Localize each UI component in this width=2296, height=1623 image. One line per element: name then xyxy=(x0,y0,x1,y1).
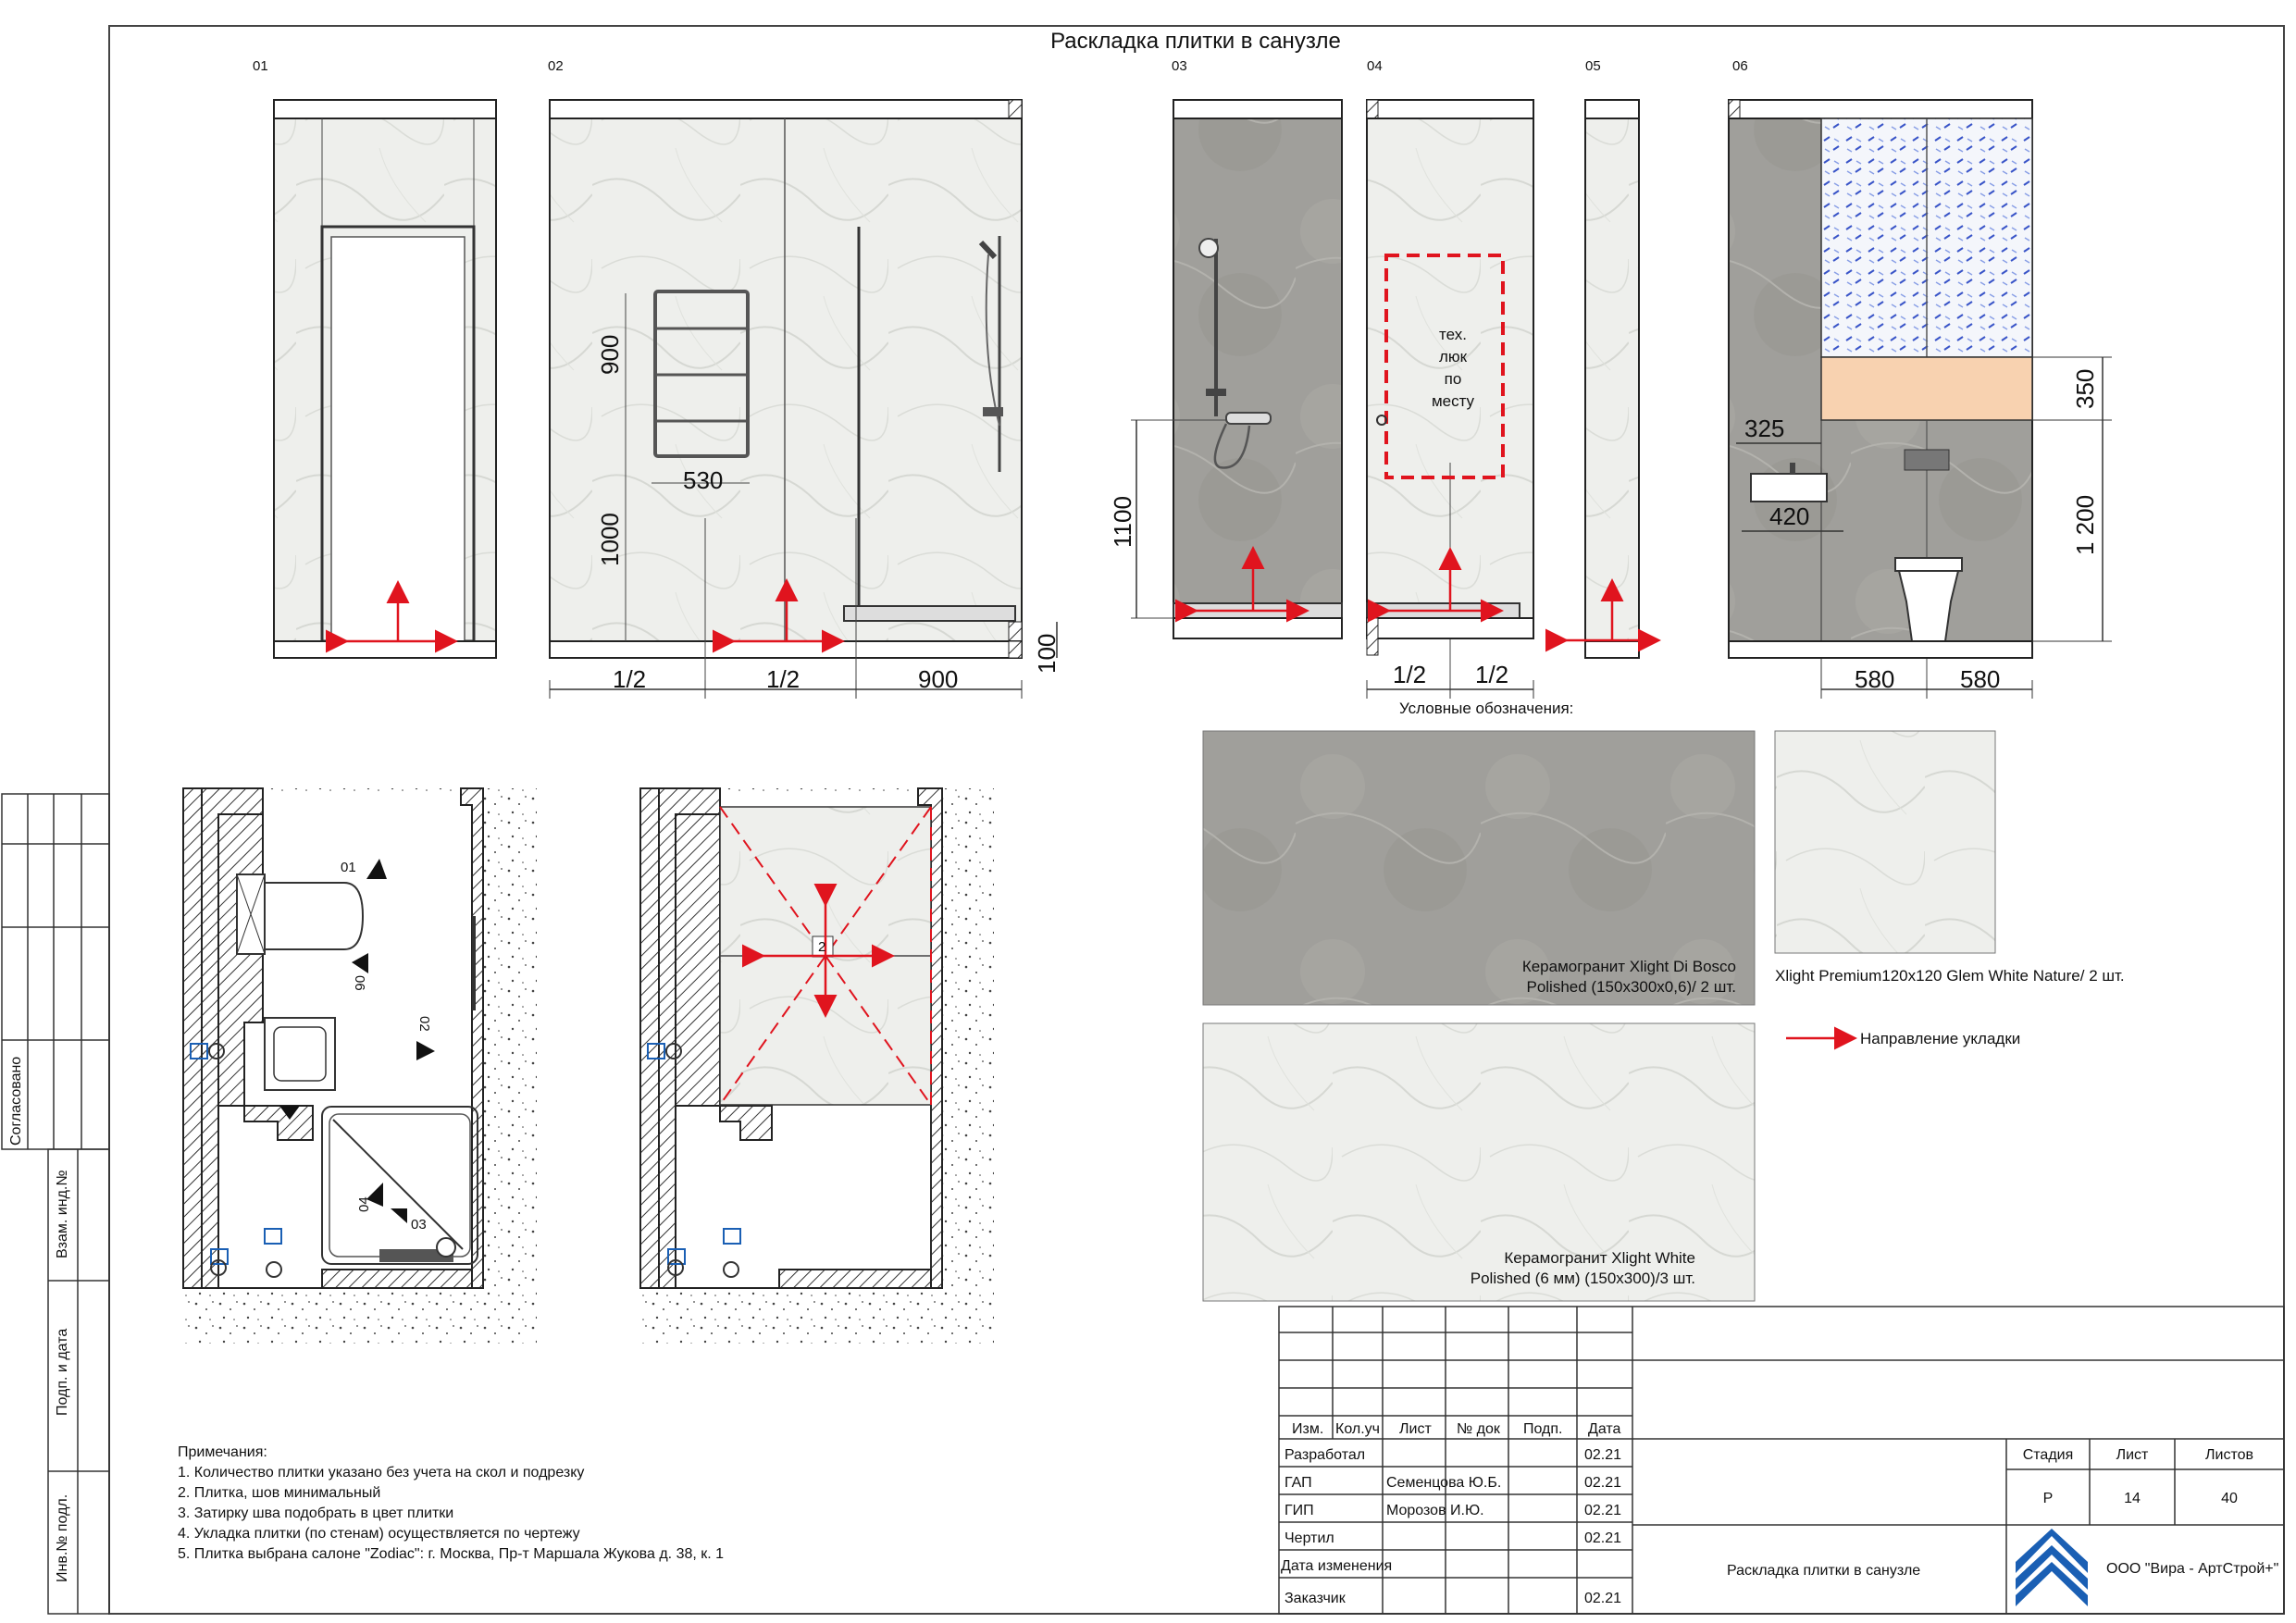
view-label-03: 03 xyxy=(1172,58,1187,74)
stamp-agreed: Согласовано xyxy=(8,1056,24,1146)
view-label-04: 04 xyxy=(1367,58,1383,74)
dim-v04-half-1: 1/2 xyxy=(1393,661,1427,688)
svg-text:Заказчик: Заказчик xyxy=(1285,1591,1346,1606)
svg-text:ГАП: ГАП xyxy=(1285,1475,1312,1491)
dim-v03-1100: 1100 xyxy=(1109,496,1136,548)
svg-text:тех.: тех. xyxy=(1439,326,1467,343)
dim-v06-580-2: 580 xyxy=(1960,665,2001,693)
floor-plan-1 xyxy=(183,788,537,1344)
dim-v02-half-1: 1/2 xyxy=(613,665,647,693)
plan-marker-02: 02 xyxy=(416,1016,432,1032)
svg-text:02.21: 02.21 xyxy=(1584,1591,1622,1606)
svg-text:1. Количество плитки указано: 1. Количество плитки указано без учета на скол и подрезку xyxy=(178,1465,585,1481)
plan-marker-06: 06 xyxy=(352,975,367,991)
legend-tile3-line2: Polished (6 мм) (150x300)/3 шт. xyxy=(1470,1270,1695,1287)
tb-sheet-label: Лист xyxy=(2116,1447,2149,1463)
stamp-replace: Взам. инд.№ xyxy=(55,1170,70,1258)
elevation-06 xyxy=(1729,100,2112,689)
tb-sheet: 14 xyxy=(2124,1491,2141,1506)
dim-v02-530: 530 xyxy=(683,466,724,494)
plan-marker-03: 03 xyxy=(411,1217,427,1233)
tb-stage-label: Стадия xyxy=(2022,1447,2074,1463)
svg-text:Разработал: Разработал xyxy=(1285,1447,1366,1463)
svg-text:2. Плитка, шов минимальный: 2. Плитка, шов минимальный xyxy=(178,1485,381,1501)
dim-v02-900-bottom: 900 xyxy=(918,665,959,693)
view-label-06: 06 xyxy=(1732,58,1748,74)
dim-v04-half-2: 1/2 xyxy=(1475,661,1509,688)
tb-h-sign: Подп. xyxy=(1523,1421,1563,1437)
legend-tile1-line2: Polished (150x300x0,6)/ 2 шт. xyxy=(1526,978,1736,996)
drawing-title: Раскладка плитки в санузле xyxy=(1050,29,1341,54)
elevation-03 xyxy=(1131,100,1342,638)
plan-marker-center: 2 xyxy=(818,939,826,955)
view-label-05: 05 xyxy=(1585,58,1601,74)
view-label-01: 01 xyxy=(253,58,268,74)
svg-text:02.21: 02.21 xyxy=(1584,1503,1622,1518)
dim-v02-100: 100 xyxy=(1033,633,1061,674)
legend-direction: Направление укладки xyxy=(1860,1030,2021,1047)
title-block-rows xyxy=(1281,1447,1621,1606)
tb-h-date: Дата xyxy=(1588,1421,1621,1437)
elevation-05 xyxy=(1564,100,1657,658)
stamp-inv: Инв.№ подл. xyxy=(55,1493,70,1582)
tb-sheets: 40 xyxy=(2221,1491,2238,1506)
tb-stage: Р xyxy=(2042,1491,2054,1506)
svg-text:Морозов И.Ю.: Морозов И.Ю. xyxy=(1386,1503,1484,1518)
dim-v02-half-2: 1/2 xyxy=(766,665,800,693)
legend-swatch-premium xyxy=(1775,731,1995,953)
svg-text:Примечания:: Примечания: xyxy=(178,1444,267,1460)
tb-h-doc: № док xyxy=(1457,1421,1500,1437)
svg-text:месту: месту xyxy=(1431,392,1475,410)
dim-v02-1000: 1000 xyxy=(596,513,624,566)
tb-h-izm: Изм. xyxy=(1292,1421,1324,1437)
tb-h-kol: Кол.уч xyxy=(1335,1421,1380,1437)
svg-text:Семенцова Ю.Б.: Семенцова Ю.Б. xyxy=(1386,1475,1502,1491)
svg-text:Чертил: Чертил xyxy=(1285,1530,1334,1546)
elevation-01 xyxy=(274,100,496,658)
svg-text:Дата изменения: Дата изменения xyxy=(1281,1558,1393,1574)
legend-tile3-line1: Керамогранит Xlight White xyxy=(1504,1249,1695,1267)
svg-text:02.21: 02.21 xyxy=(1584,1447,1622,1463)
tb-drawing-name: Раскладка плитки в санузле xyxy=(1727,1563,1921,1579)
svg-text:02.21: 02.21 xyxy=(1584,1475,1622,1491)
stamp-sign-date: Подп. и дата xyxy=(55,1328,70,1416)
legend-title: Условные обозначения: xyxy=(1399,700,1574,717)
plan-marker-04: 04 xyxy=(356,1196,372,1212)
svg-text:4. Укладка плитки (по стенам): 4. Укладка плитки (по стенам) осуществляется по чертежу xyxy=(178,1526,580,1542)
svg-text:02.21: 02.21 xyxy=(1584,1530,1622,1546)
tb-h-list: Лист xyxy=(1399,1421,1432,1437)
dim-v02-900: 900 xyxy=(596,334,624,375)
tb-company: ООО "Вира - АртСтрой+" xyxy=(2106,1561,2279,1577)
svg-text:5. Плитка выбрана салоне "Zodi: 5. Плитка выбрана салоне "Zodiac": г. Москва, Пр-т Маршала Жукова д. 38, к. 1 xyxy=(178,1546,725,1562)
svg-text:3. Затирку шва подобрать в цве: 3. Затирку шва подобрать в цвет плитки xyxy=(178,1505,454,1521)
legend-tile1-line1: Керамогранит Xlight Di Bosco xyxy=(1521,958,1736,975)
elevation-02 xyxy=(550,100,1022,689)
svg-text:люк: люк xyxy=(1438,348,1468,365)
dim-v06-350: 350 xyxy=(2071,368,2099,409)
dim-v06-325: 325 xyxy=(1744,415,1785,442)
dim-v06-420: 420 xyxy=(1769,502,1810,530)
svg-text:по: по xyxy=(1444,370,1462,388)
accent-band xyxy=(1821,357,2032,420)
notes-block xyxy=(178,1444,724,1562)
tb-sheets-label: Листов xyxy=(2205,1447,2253,1463)
dim-v06-580-1: 580 xyxy=(1855,665,1895,693)
company-logo-icon xyxy=(2012,1529,2091,1608)
dim-v06-1200: 1 200 xyxy=(2071,494,2099,555)
svg-text:ГИП: ГИП xyxy=(1285,1503,1314,1518)
legend-tile2: Xlight Premium120x120 Glem White Nature/ 2 шт. xyxy=(1775,967,2125,985)
view-label-02: 02 xyxy=(548,58,564,74)
plan-marker-01: 01 xyxy=(341,860,356,875)
floor-plan-2 xyxy=(640,788,994,1344)
